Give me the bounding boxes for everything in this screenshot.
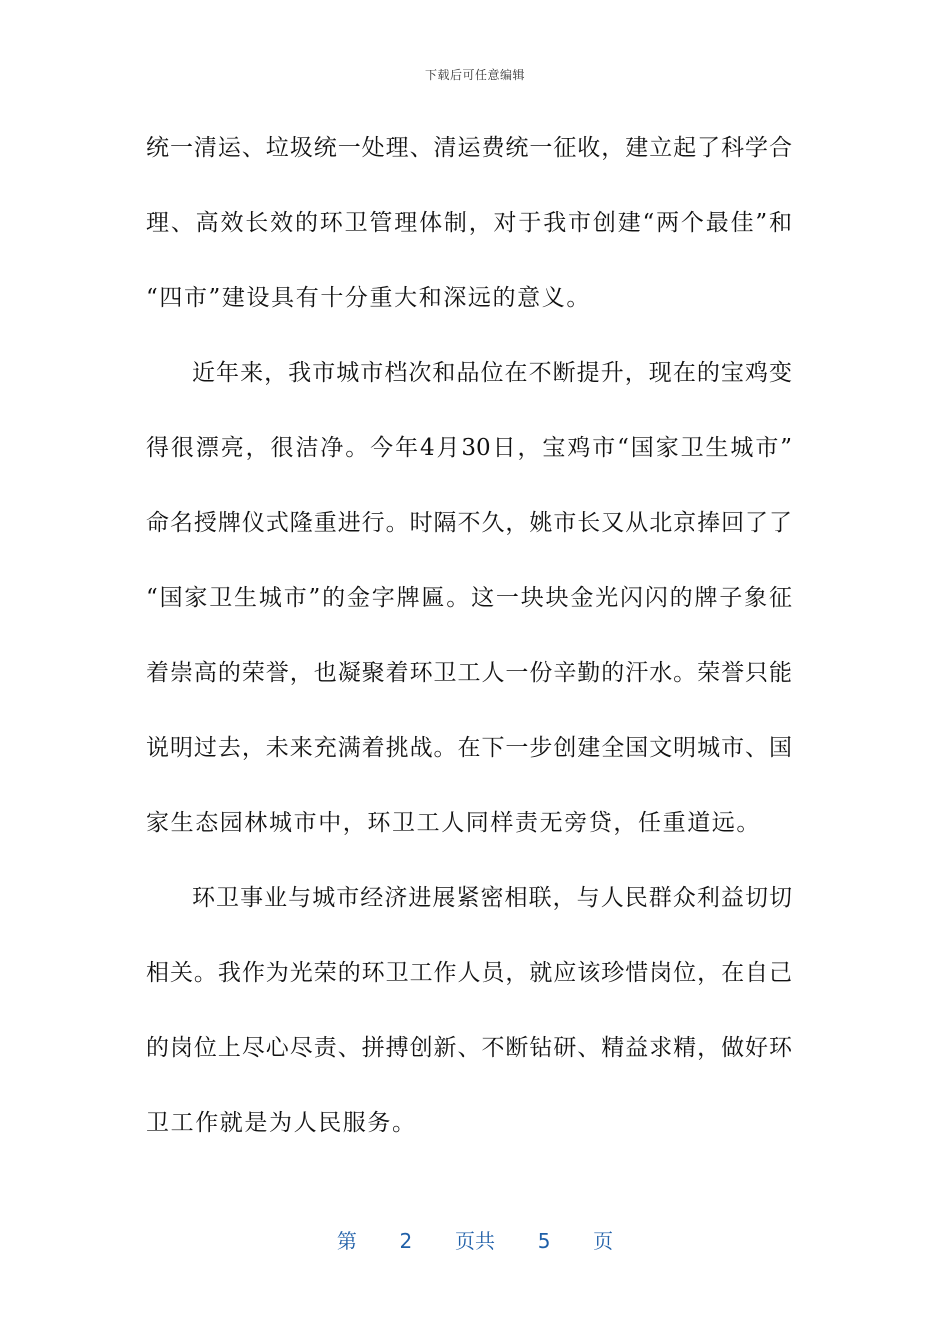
text-line: 环卫事业与城市经济进展紧密相联，与人民群众利益切切 [192,885,792,911]
page-number-footer [0,1225,950,1254]
page-header: 下载后可任意编辑 [424,68,525,82]
text-line: 理、高效长效的环卫管理体制，对于我市创建“两个最佳”和 [146,210,792,236]
total-pages-number: 5 [537,1229,551,1253]
text-line: 得很漂亮，很洁净。今年4月30日，宝鸡市“国家卫生城市” [146,435,792,461]
text-line: 的岗位上尽心尽责、拼搏创新、不断钻研、精益求精，做好环 [146,1035,792,1061]
text-line: 统一清运、垃圾统一处理、清运费统一征收，建立起了科学合 [146,135,792,161]
text-line: 着崇高的荣誉，也凝聚着环卫工人一份辛勤的汗水。荣誉只能 [146,660,792,686]
text-line: 近年来，我市城市档次和品位在不断提升，现在的宝鸡变 [192,360,792,386]
current-page-number: 2 [399,1229,413,1253]
text-line: 说明过去，未来充满着挑战。在下一步创建全国文明城市、国 [146,735,792,761]
footer-middle: 页共 [455,1229,495,1253]
text-line: 家生态园林城市中，环卫工人同样责无旁贷，任重道远。 [146,810,761,836]
text-line: “四市”建设具有十分重大和深远的意义。 [146,285,591,311]
text-line: 相关。我作为光荣的环卫工作人员，就应该珍惜岗位，在自己 [146,960,792,986]
text-line: “国家卫生城市”的金字牌匾。这一块块金光闪闪的牌子象征 [146,585,792,611]
text-line: 卫工作就是为人民服务。 [146,1110,417,1136]
document-body [146,120,792,1170]
footer-suffix: 页 [593,1229,614,1253]
footer-prefix: 第 [336,1229,357,1253]
text-line: 命名授牌仪式隆重进行。时隔不久，姚市长又从北京捧回了了 [146,510,792,536]
